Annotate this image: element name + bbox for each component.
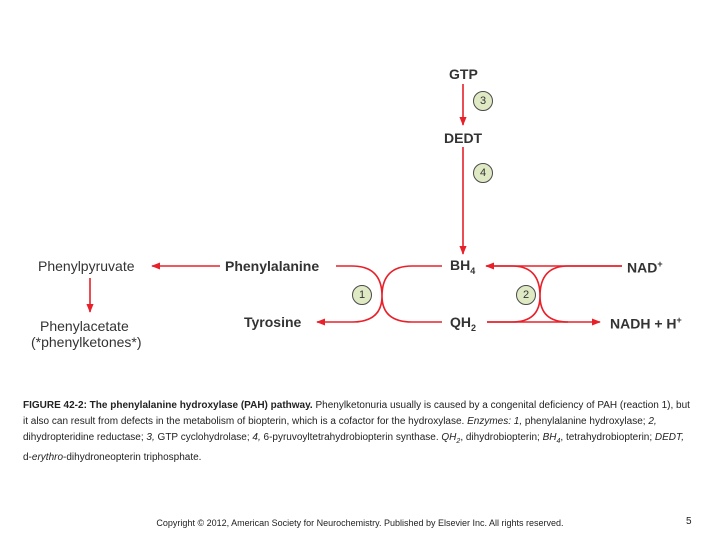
caption-bh4-sub: 4 xyxy=(556,438,561,445)
caption-body: Phenylketonuria usually is caused by a congenital deficiency of PAH (reaction 1), but it also can result from defects in the metabolism of biopterin, which is a cofactor for the hydroxylase. xyxy=(23,400,690,427)
caption-enzyme-2-num: 2, xyxy=(648,416,657,427)
enzyme-3-circle: 3 xyxy=(473,91,493,111)
caption-dedt-def-b: -dihydroneopterin triphosphate. xyxy=(63,452,202,463)
caption-qh2-def: , dihydrobiopterin; xyxy=(460,432,543,443)
phenylpyruvate-label: Phenylpyruvate xyxy=(38,258,135,274)
gtp-label: GTP xyxy=(449,66,478,82)
enzyme-1-circle: 1 xyxy=(352,285,372,305)
phenylketones-label: (*phenylketones*) xyxy=(31,334,142,350)
nadh-label: NADH + H+ xyxy=(610,315,682,332)
copyright-footer: Copyright © 2012, American Society for Neurochemistry. Published by Elsevier Inc. All rights reserved. xyxy=(156,518,564,528)
caption-enzyme-2-text: dihydropteridine reductase; xyxy=(23,432,147,443)
caption-qh2-abbr: QH xyxy=(441,432,457,443)
qh2-label: $QH_2$ xyxy=(450,314,477,333)
caption-bh4-def: , tetrahydrobiopterin; xyxy=(560,432,655,443)
caption-enzyme-3-text: GTP cyclohydrolase; xyxy=(154,432,253,443)
caption-dedt-def-a: d- xyxy=(23,452,32,463)
phenylalanine-label: Phenylalanine xyxy=(225,258,320,274)
enzyme-4-circle: 4 xyxy=(473,163,493,183)
caption-enzyme-4-num: 4, xyxy=(252,432,261,443)
caption-enzyme-3-num: 3, xyxy=(146,432,155,443)
caption-enzyme-1-text: phenylalanine hydroxylase; xyxy=(522,416,649,427)
caption-label: FIGURE 42-2: The phenylalanine hydroxylase (PAH) pathway. xyxy=(23,400,313,411)
caption-dedt-erythro: erythro xyxy=(31,452,64,463)
caption-qh2-sub: 2 xyxy=(456,438,461,445)
phenylacetate-label: Phenylacetate xyxy=(40,318,129,334)
caption-dedt-abbr: DEDT, xyxy=(654,432,684,443)
caption-bh4-abbr: BH xyxy=(542,432,557,443)
nad-label: NAD+ xyxy=(627,259,663,276)
reaction-2-curves xyxy=(487,266,622,322)
caption-enzymes-label: Enzymes xyxy=(467,416,509,427)
reaction-1-curves xyxy=(317,266,442,322)
tyrosine-label: Tyrosine xyxy=(244,314,302,330)
dedt-label: DEDT xyxy=(444,130,483,146)
bh4-label: $BH_4$ xyxy=(450,257,476,276)
caption-enzyme-1-num: : 1, xyxy=(508,416,523,427)
figure-caption xyxy=(23,398,695,466)
caption-enzyme-4-text: 6-pyruvoyltetrahydrobiopterin synthase. xyxy=(260,432,442,443)
page-number: 5 xyxy=(686,516,692,527)
enzyme-2-circle: 2 xyxy=(516,285,536,305)
